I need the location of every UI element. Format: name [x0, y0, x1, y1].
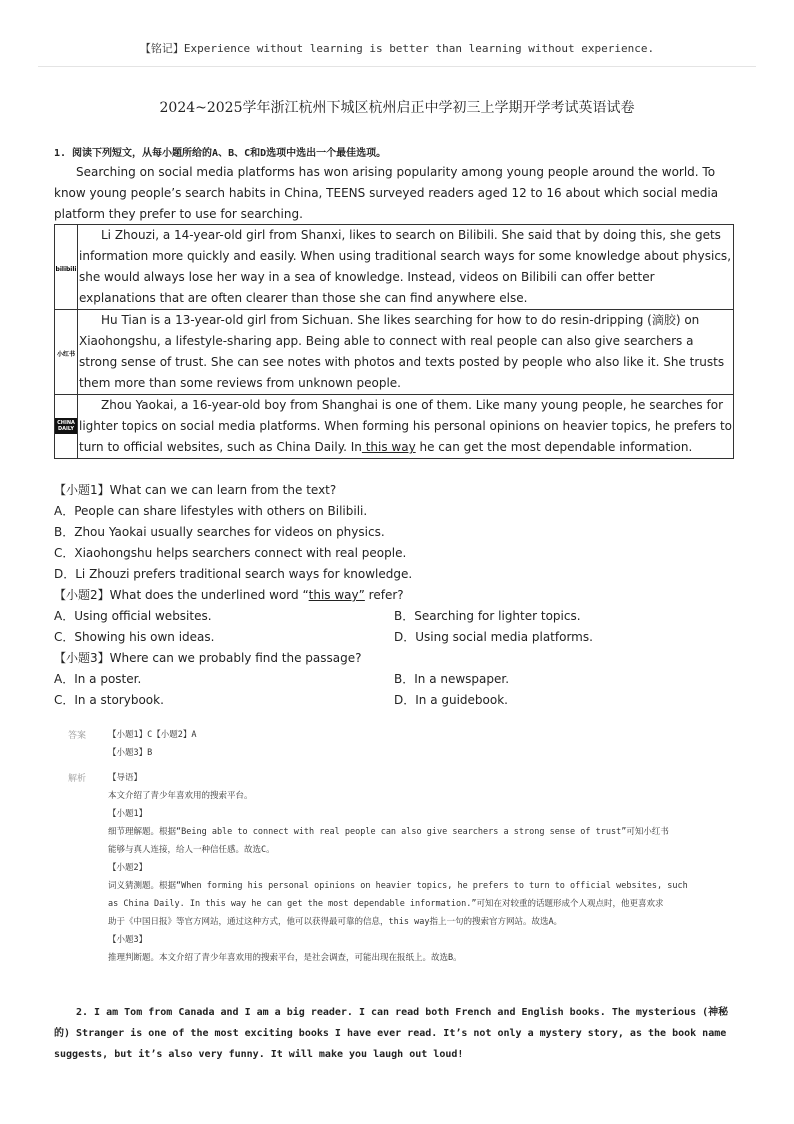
option-2c: C．Showing his own ideas.	[54, 630, 215, 644]
analysis-line: 细节理解题。根据“Being able to connect with real people can also give searchers a strong sense of trust”可知小红书	[108, 827, 669, 837]
china-daily-logo-cell	[55, 395, 78, 459]
analysis-line: 能够与真人连接，给人一种信任感。故选C。	[108, 845, 275, 855]
xiaohongshu-logo-icon: 小红书	[56, 350, 75, 358]
analysis-line: as China Daily. In this way he can get the most dependable information.”可知在对较重的话题形成个人观点时，他更喜欢求	[108, 899, 664, 909]
page-title: 2024~2025学年浙江杭州下城区杭州启正中学初三上学期开学考试英语试卷	[159, 100, 635, 116]
answer-line: 【小题1】C【小题2】A	[108, 730, 197, 740]
header-motto: 【铭记】Experience without learning is better than learning without experience.	[139, 42, 655, 55]
passage-row-text: Zhou Yaokai, a 16-year-old boy from Shanghai is one of them. Like many young people, he searches for lighter topics on social media platforms. When forming his personal opinions on heavier topics, he prefers to turn to official websites, such as China Daily. In	[79, 398, 733, 454]
analysis-line: 词义猜测题。根据“When forming his personal opinions on heavier topics, he prefers to turn to official websites, such	[108, 881, 688, 891]
underlined-phrase: this way”	[308, 588, 365, 602]
option-1a: A．People can share lifestyles with others on Bilibili.	[54, 504, 368, 518]
table-row	[55, 310, 734, 395]
table-row	[55, 225, 734, 310]
option-2b: B．Searching for lighter topics.	[394, 609, 581, 623]
analysis-line: 【导语】	[108, 773, 143, 783]
option-2a: A．Using official websites.	[54, 609, 212, 623]
option-2d: D．Using social media platforms.	[394, 630, 593, 644]
question-1-heading: 1. 阅读下列短文，从每小题所给的A、B、C和D选项中选出一个最佳选项。	[54, 148, 387, 159]
option-3a: A．In a poster.	[54, 672, 142, 686]
underlined-phrase: this way	[361, 440, 416, 454]
analysis-line: 推理判断题。本文介绍了青少年喜欢用的搜索平台，是社会调查，可能出现在报纸上。故选B。	[108, 953, 462, 963]
subquestion-1: 【小题1】What can we can learn from the text?	[54, 483, 337, 497]
analysis-line: 本文介绍了青少年喜欢用的搜索平台。	[108, 791, 253, 801]
passage-table	[54, 224, 734, 459]
answer-line: 【小题3】B	[108, 748, 153, 758]
option-3d: D．In a guidebook.	[394, 693, 508, 707]
analysis-label: 解析	[68, 774, 87, 784]
passage-row-text: Li Zhouzi, a 14-year-old girl from Shanxi, likes to search on Bilibili. She said that by doing this, she gets information more quickly and easily. When using traditional search ways for some knowledge about physics, she would always lose her way in a sea of knowledge. Instead, videos on Bilibili can offer better explanations that are often clearer than those she can find anywhere else.	[79, 228, 732, 305]
subquestion-3: 【小题3】Where can we probably find the passage?	[54, 651, 362, 665]
xiaohongshu-logo-cell	[55, 310, 78, 395]
option-1c: C．Xiaohongshu helps searchers connect with real people.	[54, 546, 407, 560]
analysis-line: 【小题3】	[108, 935, 148, 945]
header-divider	[38, 66, 756, 67]
option-1b: B．Zhou Yaokai usually searches for videos on physics.	[54, 525, 385, 539]
bilibili-logo-icon: bilibili	[55, 265, 77, 273]
bilibili-logo-cell	[55, 225, 78, 310]
option-3b: B．In a newspaper.	[394, 672, 510, 686]
option-1d: D．Li Zhouzi prefers traditional search ways for knowledge.	[54, 567, 413, 581]
analysis-line: 【小题2】	[108, 863, 148, 873]
analysis-line: 助于《中国日报》等官方网站，通过这种方式，他可以获得最可靠的信息，this way指上一句的搜索官方网站。故选A。	[108, 917, 563, 927]
answer-label: 答案	[68, 731, 87, 741]
passage-intro: Searching on social media platforms has won arising popularity among young people around the world. To know young people’s search habits in China, TEENS surveyed readers aged 12 to 16 about which social media platform they prefer to use for searching.	[54, 165, 719, 221]
china-daily-logo-icon: CHINA DAILY	[55, 418, 77, 434]
question-2-text: 2. I am Tom from Canada and I am a big reader. I can read both French and English books. The mysterious (神秘的) Stranger is one of the most exciting books I have ever read. It’s not only a mystery story, as the book name suggests, but it’s also very funny. It will make you laugh out loud!	[54, 1007, 729, 1060]
subquestion-2: 【小题2】What does the underlined word “this way” refer?	[54, 588, 404, 602]
analysis-line: 【小题1】	[108, 809, 148, 819]
table-row: CHINA DAILY Zhou Yaokai, a 16-year-old boy from Shanghai is one of them. Like many young people, he searches for lighter topics on social media platforms. When forming his personal opinions on heavier topics, he prefers to turn to official websites, such as China Daily. In this way he can get the most dependable information.	[55, 395, 734, 459]
passage-row-text: Hu Tian is a 13-year-old girl from Sichuan. She likes searching for how to do resin-dripping (滴胶) on Xiaohongshu, a lifestyle-sharing app. Being able to connect with real people can also give searchers a strong sense of trust. She can see notes with photos and texts posted by people who also like it. She trusts them more than some reviews from unknown people.	[79, 313, 725, 390]
option-3c: C．In a storybook.	[54, 693, 164, 707]
